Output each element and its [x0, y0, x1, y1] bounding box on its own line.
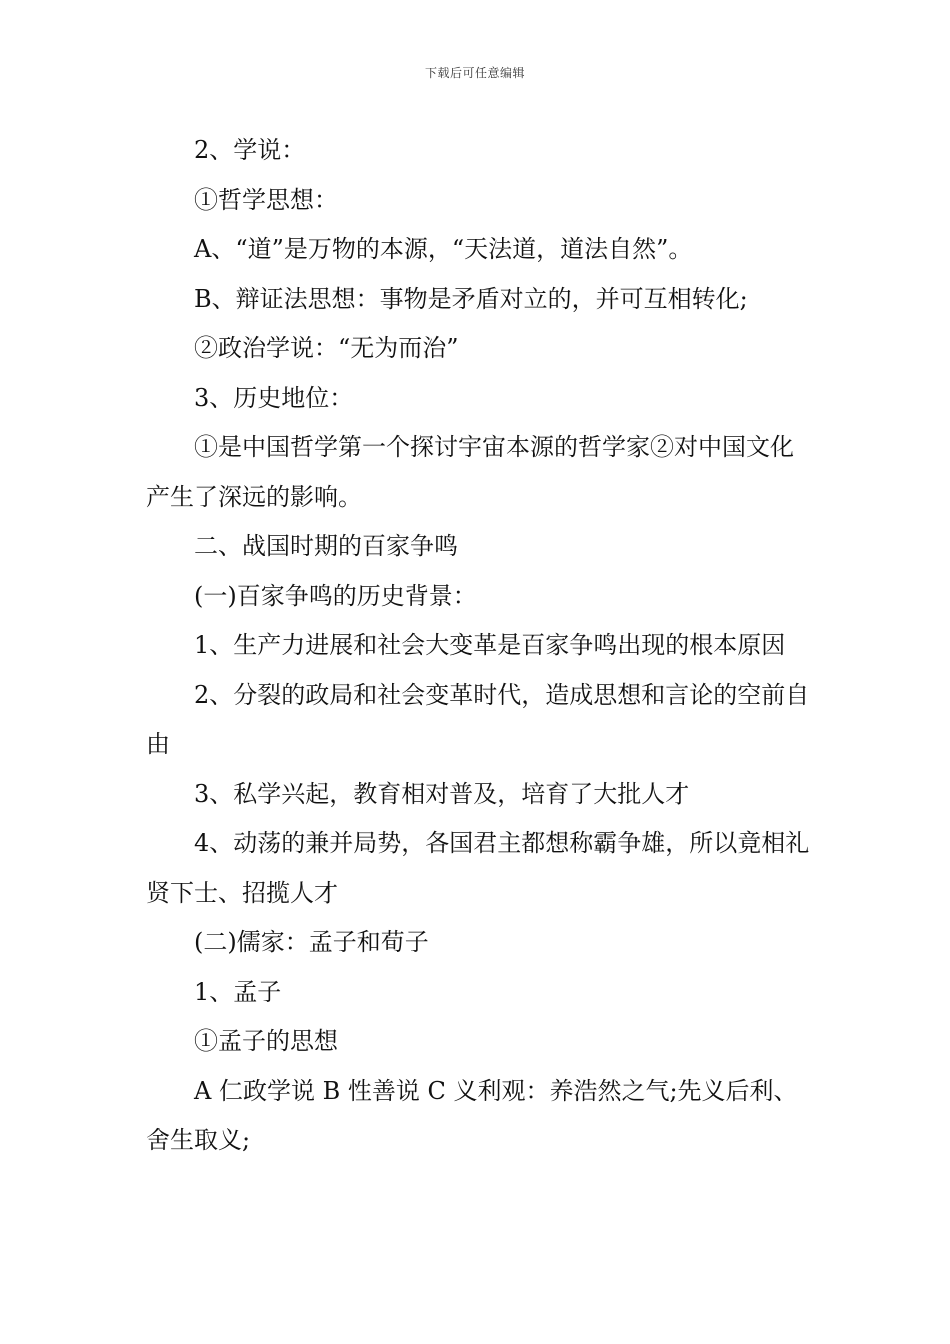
paragraph: 3、私学兴起，教育相对普及，培育了大批人才 — [194, 779, 690, 808]
paragraph: A、“道”是万物的本源，“天法道，道法自然”。 — [194, 235, 693, 263]
paragraph: 4、动荡的兼并局势，各国君主都想称霸争雄，所以竟相礼贤下士、招揽人才 — [146, 829, 810, 907]
paragraph: B、辩证法思想：事物是矛盾对立的，并可互相转化; — [194, 284, 748, 313]
section-heading: 二、战国时期的百家争鸣 — [194, 532, 458, 560]
page-header: 下载后可任意编辑 — [424, 66, 525, 80]
paragraph: 3、历史地位： — [194, 383, 354, 412]
paragraph: ①哲学思想： — [194, 185, 338, 214]
subsection-heading: (二)儒家：孟子和荀子 — [194, 928, 429, 956]
paragraph: 2、学说： — [194, 136, 306, 164]
paragraph: ①孟子的思想 — [194, 1027, 338, 1055]
paragraph: ②政治学说：“无为而治” — [194, 334, 459, 362]
paragraph: 2、分裂的政局和社会变革时代，造成思想和言论的空前自由 — [146, 680, 810, 758]
paragraph: 1、孟子 — [194, 977, 282, 1006]
paragraph: A 仁政学说 B 性善说 C 义利观：养浩然之气;先义后利、舍生取义; — [146, 1076, 798, 1154]
paragraph: ①是中国哲学第一个探讨宇宙本源的哲学家②对中国文化产生了深远的影响。 — [146, 433, 794, 511]
subsection-heading: (一)百家争鸣的历史背景： — [194, 581, 477, 610]
paragraph: 1、生产力进展和社会大变革是百家争鸣出现的根本原因 — [194, 631, 786, 659]
document-body — [146, 126, 810, 1166]
